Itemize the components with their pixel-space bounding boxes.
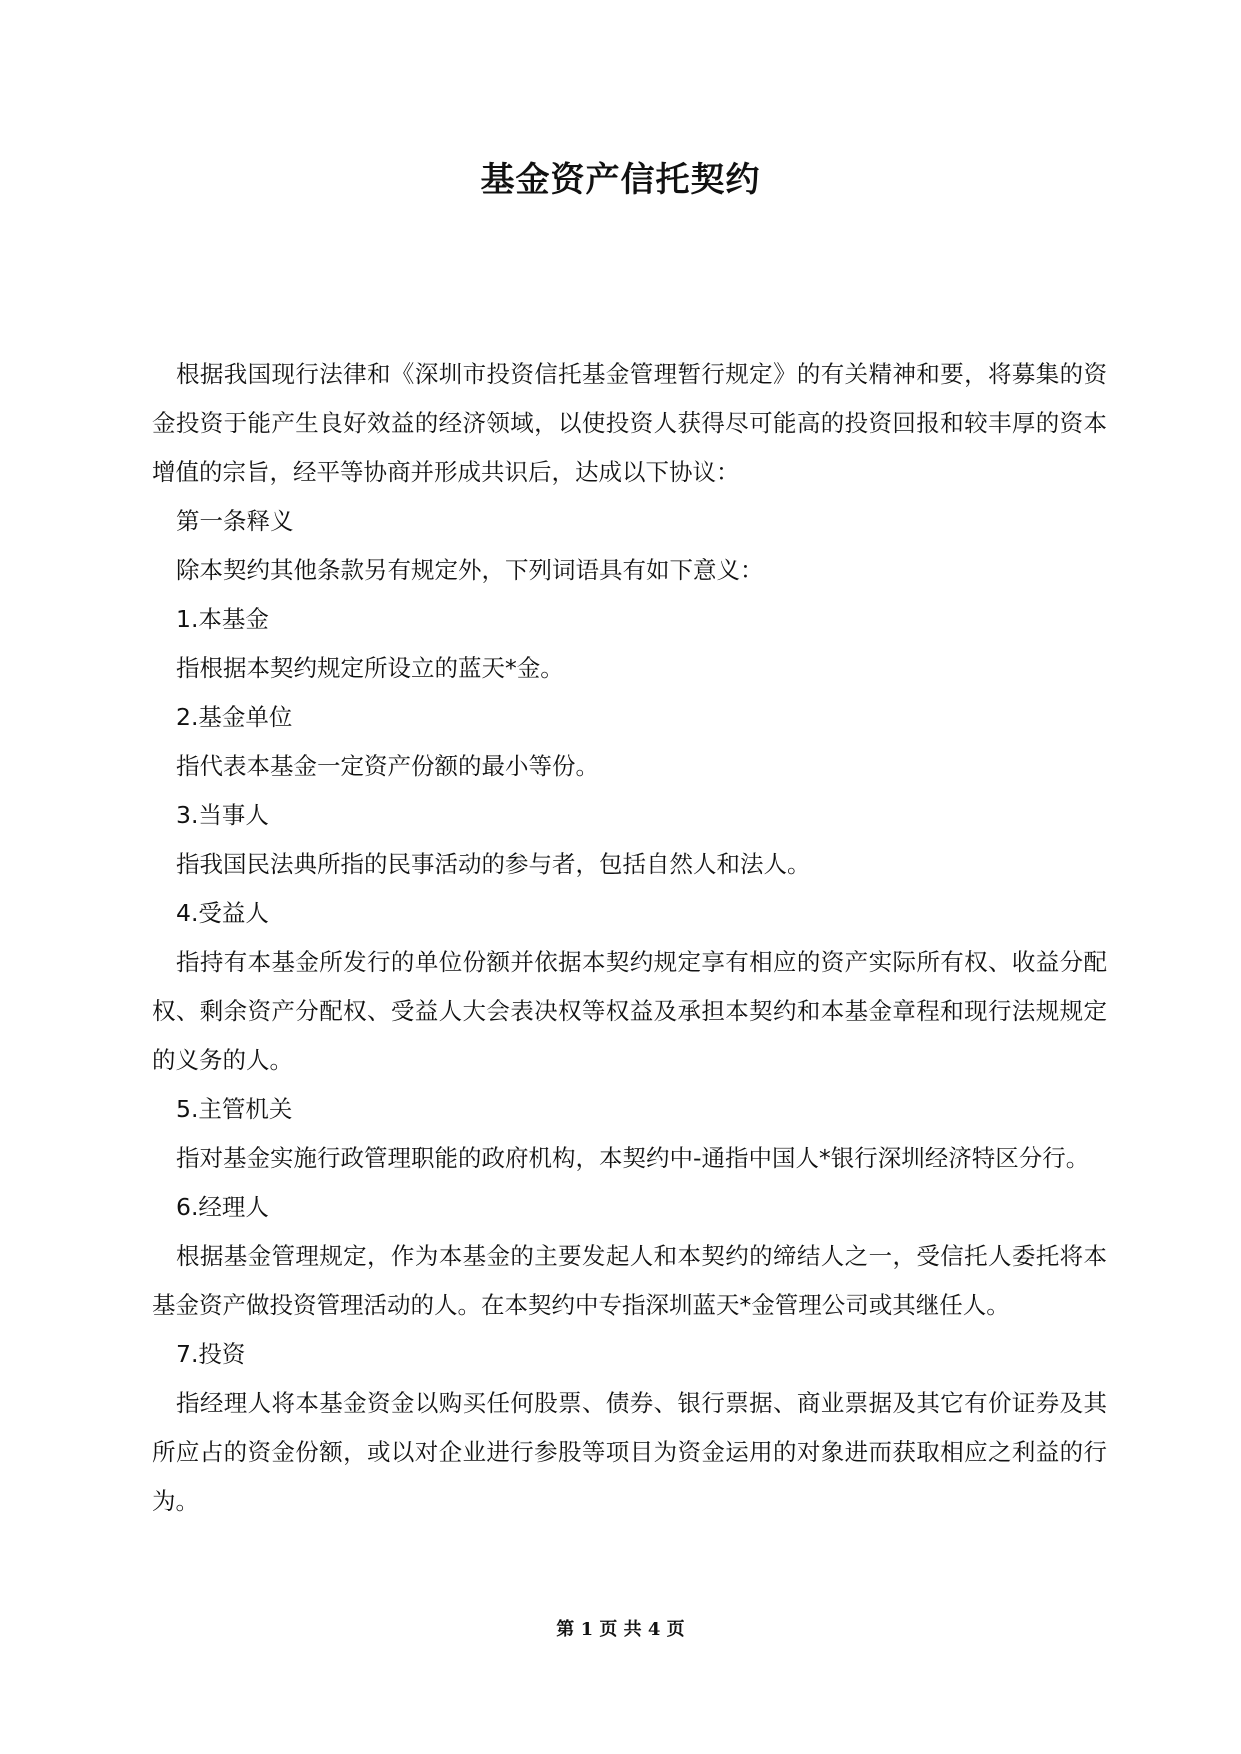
term-definition: 指对基金实施行政管理职能的政府机构，本契约中-通指中国人*银行深圳经济特区分行。 xyxy=(176,1144,1090,1172)
term-definition: 指代表本基金一定资产份额的最小等份。 xyxy=(176,752,599,780)
term-heading: 4.受益人 xyxy=(176,899,269,927)
page-number-footer: 第 1 页 共 4 页 xyxy=(556,1619,685,1640)
term-heading: 1.本基金 xyxy=(176,605,269,633)
term-definition: 指经理人将本基金资金以购买任何股票、债券、银行票据、商业票据及其它有价证券及其所应占的资金份额，或以对企业进行参股等项目为资金运用的对象进而获取相应之利益的行为。 xyxy=(152,1389,1107,1515)
term-definition: 指持有本基金所发行的单位份额并依据本契约规定享有相应的资产实际所有权、收益分配权、剩余资产分配权、受益人大会表决权等权益及承担本契约和本基金章程和现行法规规定的义务的人。 xyxy=(152,948,1107,1074)
document-title: 基金资产信托契约 xyxy=(480,160,761,200)
paragraph-preamble: 根据我国现行法律和《深圳市投资信托基金管理暂行规定》的有关精神和要，将募集的资金投资于能产生良好效益的经济领域，以使投资人获得尽可能高的投资回报和较丰厚的资本增值的宗旨，经平等协商并形成共识后，达成以下协议： xyxy=(152,360,1107,486)
article-heading: 第一条释义 xyxy=(176,507,294,535)
term-heading: 2.基金单位 xyxy=(176,703,293,731)
term-heading: 3.当事人 xyxy=(176,801,269,829)
paragraph-definitions-intro: 除本契约其他条款另有规定外，下列词语具有如下意义： xyxy=(176,556,764,584)
term-definition: 根据基金管理规定，作为本基金的主要发起人和本契约的缔结人之一，受信托人委托将本基金资产做投资管理活动的人。在本契约中专指深圳蓝天*金管理公司或其继任人。 xyxy=(152,1242,1107,1319)
term-definition: 指我国民法典所指的民事活动的参与者，包括自然人和法人。 xyxy=(176,850,811,878)
term-heading: 7.投资 xyxy=(176,1340,246,1368)
document-body xyxy=(152,350,1107,1526)
term-heading: 6.经理人 xyxy=(176,1193,269,1221)
term-heading: 5.主管机关 xyxy=(176,1095,293,1123)
term-definition: 指根据本契约规定所设立的蓝天*金。 xyxy=(176,654,564,682)
